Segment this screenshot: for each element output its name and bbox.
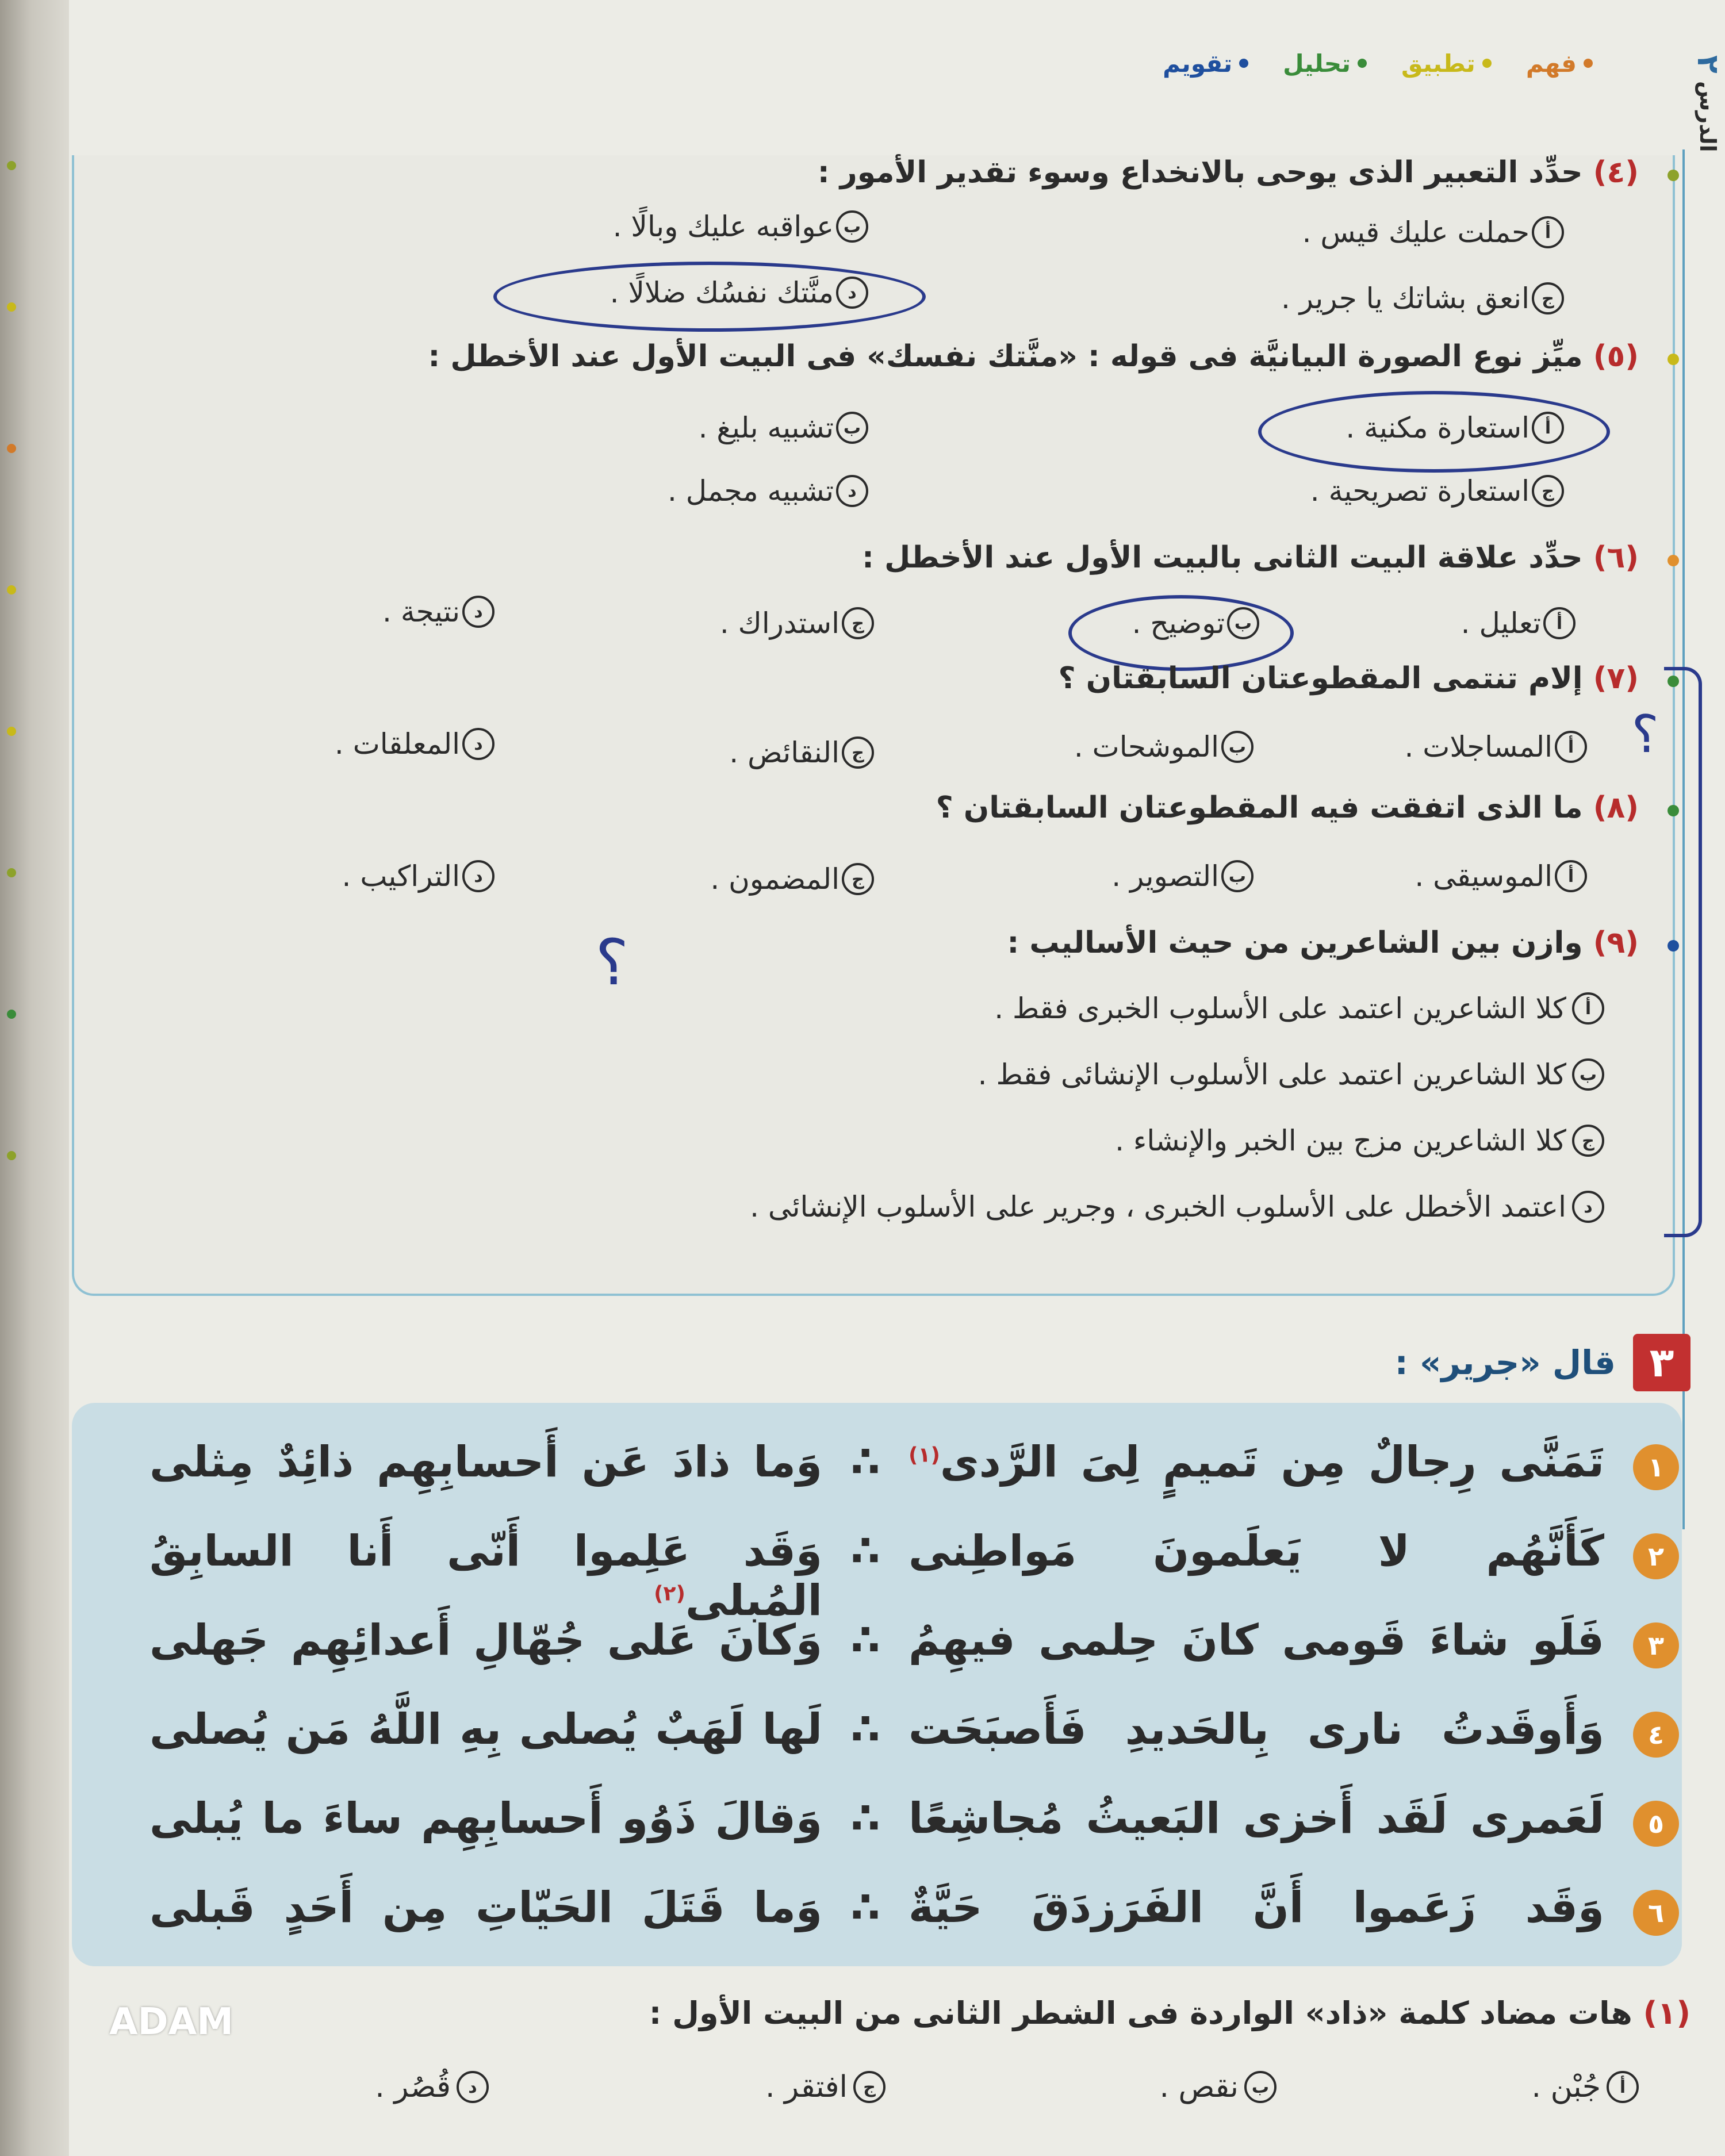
bullet-icon	[1667, 555, 1679, 566]
verse-3	[150, 1610, 1679, 1685]
verse-first-half: وَقَد زَعَموا أَنَّ الفَرَزدَقَ حَيَّةٌ	[908, 1883, 1604, 1932]
q8-option-a[interactable]: أ الموسيقى .	[1414, 860, 1587, 893]
question-5: (٥) ميِّز نوع الصورة البيانيَّة فى قوله : «منَّتك نفسك» فى البيت الأول عند الأخطل :	[428, 339, 1639, 374]
section3-question-1: (١) هات مضاد كلمة «ذاد» الواردة فى الشطر الثانى من البيت الأول :	[649, 1995, 1690, 2031]
verse-number: ٥	[1633, 1801, 1679, 1847]
q8-option-b[interactable]: ب التصوير .	[1111, 860, 1254, 893]
verse-separator: ∴	[850, 1883, 880, 1932]
q6-option-c[interactable]: ج استدراك .	[720, 607, 874, 640]
verse-second-half: وَما ذادَ عَن أَحسابِهِم ذائِدٌ مِثلى	[150, 1437, 822, 1487]
verse-separator: ∴	[850, 1794, 880, 1843]
q5-option-a[interactable]: أ استعارة مكنية .	[1346, 411, 1564, 444]
bullet-icon	[1667, 170, 1679, 181]
dot-icon	[1584, 59, 1593, 68]
q9-option-a[interactable]: أ كلا الشاعرين اعتمد على الأسلوب الخبرى فقط .	[994, 992, 1604, 1025]
section-3-header	[1395, 1334, 1690, 1391]
verse-separator: ∴	[850, 1705, 880, 1754]
legend-evaluate: تقويم	[1163, 49, 1248, 78]
spine-dots	[7, 161, 16, 1292]
question-9: (٩) وازن بين الشاعرين من حيث الأساليب :	[1007, 926, 1639, 960]
verse-5	[150, 1788, 1679, 1863]
question-7: (٧) إلام تنتمى المقطوعتان السابقتان ؟	[1059, 661, 1639, 696]
verse-separator: ∴	[850, 1437, 880, 1487]
q8-option-d[interactable]: د التراكيب .	[342, 860, 494, 893]
q5-option-b[interactable]: ب تشبيه بليغ .	[699, 411, 868, 444]
q9-option-c[interactable]: ج كلا الشاعرين مزج بين الخبر والإنشاء .	[1115, 1124, 1604, 1157]
verse-number: ٦	[1633, 1890, 1679, 1936]
lesson-side-tab	[1690, 34, 1725, 172]
verse-second-half: وَكانَ عَلى جُهّالِ أَعدائِهِم جَهلى	[150, 1616, 822, 1665]
q6-option-b[interactable]: ب توضيح .	[1132, 607, 1259, 640]
handwritten-circle	[493, 262, 926, 332]
verse-number: ١	[1633, 1444, 1679, 1490]
legend-apply: تطبيق	[1401, 49, 1492, 78]
verse-second-half: وَما قَتَلَ الحَيّاتِ مِن أَحَدٍ قَبلى	[150, 1883, 822, 1932]
dot-icon	[1358, 59, 1367, 68]
verse-first-half: تَمَنَّى رِجالٌ مِن تَميمٍ لِىَ الرَّدى$^{(١)}$	[908, 1437, 1604, 1487]
handwritten-question-mark: ؟	[595, 926, 629, 999]
side-tab-label: الدرس	[1695, 80, 1720, 152]
q9-option-b[interactable]: ب كلا الشاعرين اعتمد على الأسلوب الإنشائى فقط .	[978, 1058, 1604, 1091]
dot-icon	[1482, 59, 1492, 68]
verse-first-half: فَلَو شاءَ قَومى كانَ حِلمى فيهِمُ	[908, 1616, 1604, 1665]
footnote-marker: (١)	[908, 1443, 940, 1467]
book-spine	[0, 0, 69, 2156]
q4-option-a[interactable]: أ حملت عليك قيس .	[1302, 216, 1564, 249]
question-8: (٨) ما الذى اتفقت فيه المقطوعتان السابقتان ؟	[936, 791, 1639, 825]
footnote-marker: (٢)	[654, 1582, 685, 1606]
bullet-icon	[1667, 354, 1679, 365]
q7-option-c[interactable]: ج النقائض .	[729, 736, 874, 769]
skills-legend	[1064, 40, 1593, 86]
question-6: (٦) حدِّد علاقة البيت الثانى بالبيت الأول عند الأخطل :	[862, 540, 1639, 575]
q6-option-d[interactable]: د نتيجة .	[382, 595, 494, 628]
verse-number: ٤	[1633, 1712, 1679, 1758]
verse-number: ٣	[1633, 1622, 1679, 1668]
watermark-text: ADAM	[109, 2001, 233, 2043]
handwritten-bracket	[1664, 667, 1702, 1237]
legend-understand: فهم	[1526, 49, 1593, 78]
verse-separator: ∴	[850, 1526, 880, 1576]
verse-2	[150, 1521, 1679, 1625]
q7-option-d[interactable]: د المعلقات .	[335, 727, 494, 761]
q4-option-b[interactable]: ب عواقبه عليك وبالًا .	[613, 210, 868, 243]
q5-option-c[interactable]: ج استعارة تصريحية .	[1310, 474, 1564, 508]
q7-option-b[interactable]: ب الموشحات .	[1074, 730, 1254, 764]
verse-first-half: لَعَمرى لَقَد أَخزى البَعيثُ مُجاشِعًا	[908, 1794, 1604, 1843]
handwritten-question-mark: ؟	[1631, 704, 1659, 765]
handwritten-circle	[1258, 391, 1610, 473]
side-tab-number: ٢	[1690, 55, 1725, 74]
verse-4	[150, 1699, 1679, 1774]
verse-second-half: لَها لَهَبٌ يُصلى بِهِ اللَّهُ مَن يُصلى	[150, 1705, 822, 1754]
q7-option-a[interactable]: أ المساجلات .	[1405, 730, 1587, 764]
verse-1	[150, 1432, 1679, 1506]
verse-6	[150, 1877, 1679, 1952]
q4-option-d[interactable]: د منَّتك نفسُك ضلالًا .	[610, 276, 868, 309]
q8-option-c[interactable]: ج المضمون .	[710, 862, 874, 896]
verse-separator: ∴	[850, 1616, 880, 1665]
handwritten-circle	[1068, 595, 1294, 671]
q9-option-d[interactable]: د اعتمد الأخطل على الأسلوب الخبرى ، وجرير على الأسلوب الإنشائى .	[750, 1190, 1604, 1223]
s3q1-option-b[interactable]: ب نقص .	[1159, 2070, 1276, 2104]
q6-option-a[interactable]: أ تعليل .	[1461, 607, 1575, 640]
verse-second-half: وَقَد عَلِموا أَنّى أَنا السابِقُ المُبلى$^{(٢)}$	[150, 1526, 822, 1625]
question-4: (٤) حدِّد التعبير الذى يوحى بالانخداع وسوء تقدير الأمور :	[818, 155, 1639, 190]
section-title: قال «جرير» :	[1394, 1343, 1616, 1382]
s3q1-option-c[interactable]: ج افتقر .	[765, 2070, 885, 2104]
s3q1-option-d[interactable]: د قُصُر .	[375, 2070, 489, 2104]
s3q1-option-a[interactable]: أ جُبْن .	[1532, 2070, 1639, 2104]
legend-analyze: تحليل	[1283, 49, 1367, 78]
q5-option-d[interactable]: د تشبيه مجمل .	[668, 474, 868, 508]
q4-option-c[interactable]: ج انعق بشاتك يا جرير .	[1281, 282, 1564, 315]
verse-first-half: وَأَوقَدتُ نارى بِالحَديدِ فَأَصبَحَت	[908, 1705, 1604, 1754]
section-number: ٣	[1633, 1334, 1690, 1391]
verse-first-half: كَأَنَّهُم لا يَعلَمونَ مَواطِنى	[908, 1526, 1604, 1576]
verse-second-half: وَقالَ ذَوُو أَحسابِهِم ساءَ ما يُبلى	[150, 1794, 822, 1843]
verse-number: ٢	[1633, 1533, 1679, 1579]
dot-icon	[1239, 59, 1248, 68]
